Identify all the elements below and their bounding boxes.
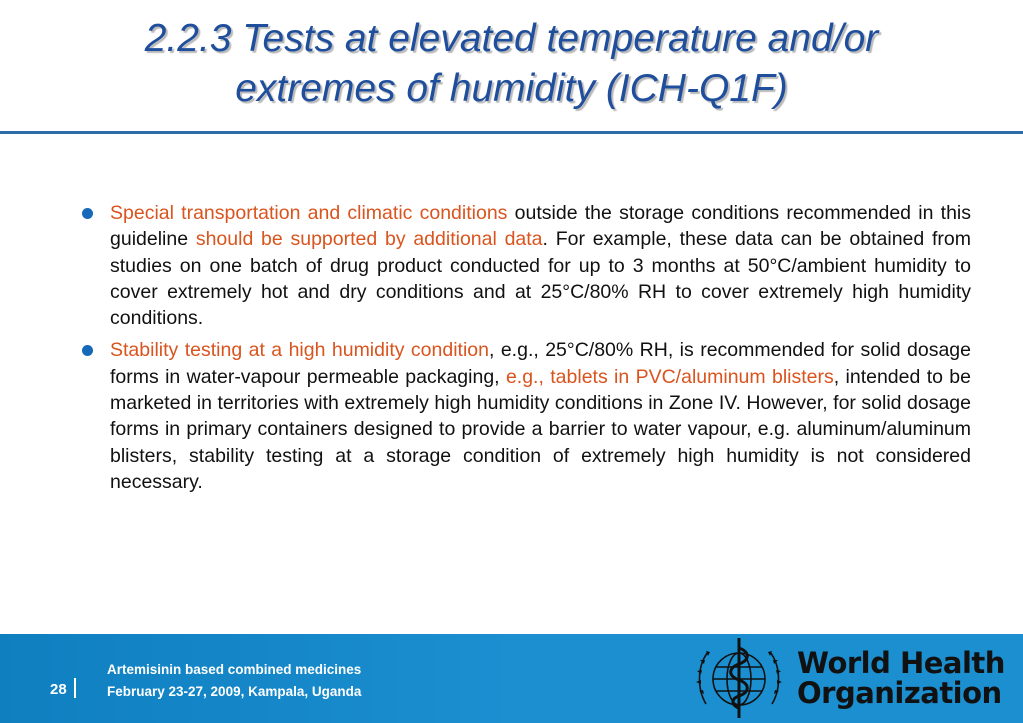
organization-name-line-1: World Health <box>797 646 1005 680</box>
circle-bullet-icon <box>82 345 93 356</box>
event-date-location: February 23-27, 2009, Kampala, Uganda <box>107 684 362 699</box>
title-line-1: 2.2.3 Tests at elevated temperature and/or <box>144 17 879 60</box>
footer-bar <box>0 634 1023 723</box>
organization-name <box>797 648 1005 708</box>
slide-title <box>20 14 1003 114</box>
bullet-text-segment: e.g., tablets in PVC/aluminum blisters <box>505 365 834 388</box>
bullet-text-segment: . For example, these data can be obtained from studies on one batch of drug product conducted for up to 3 months at 50°C/ambient humidity to cover extremely hot and dry conditions and at 25°C/80% RH to cover extremely high humidity conditions. <box>110 228 971 330</box>
bullet-list <box>78 200 971 501</box>
title-divider <box>0 131 1023 134</box>
title-line-2: extremes of humidity (ICH-Q1F) <box>235 67 788 110</box>
bullet-text-segment: should be supported by additional data <box>195 228 543 251</box>
bullet-item <box>78 337 971 495</box>
page-number-divider <box>74 678 76 698</box>
circle-bullet-icon <box>82 208 93 219</box>
event-title: Artemisinin based combined medicines <box>107 662 362 677</box>
bullet-text-segment: , intended to be marketed in territories with extremely high humidity conditions in Zone IV. However, for solid dosage forms in primary containers designed to provide a barrier to water vapour, e.g. aluminum/aluminum blisters, stability testing at a storage condition of extremely high humidity is not considered necessary. <box>110 365 971 493</box>
bullet-text-segment: outside the storage conditions recommended in this guideline <box>110 202 971 251</box>
bullet-item <box>78 200 971 331</box>
bullet-text-segment: Special transportation and climatic conditions <box>110 202 508 224</box>
who-emblem-icon <box>692 634 790 723</box>
bullet-text-segment: , e.g., 25°C/80% RH, is recommended for solid dosage forms in water-vapour permeable packaging, <box>110 339 971 388</box>
bullet-text-segment: Stability testing at a high humidity condition <box>110 339 489 362</box>
organization-name-line-2: Organization <box>797 676 1002 710</box>
page-number: 28 <box>50 681 67 698</box>
